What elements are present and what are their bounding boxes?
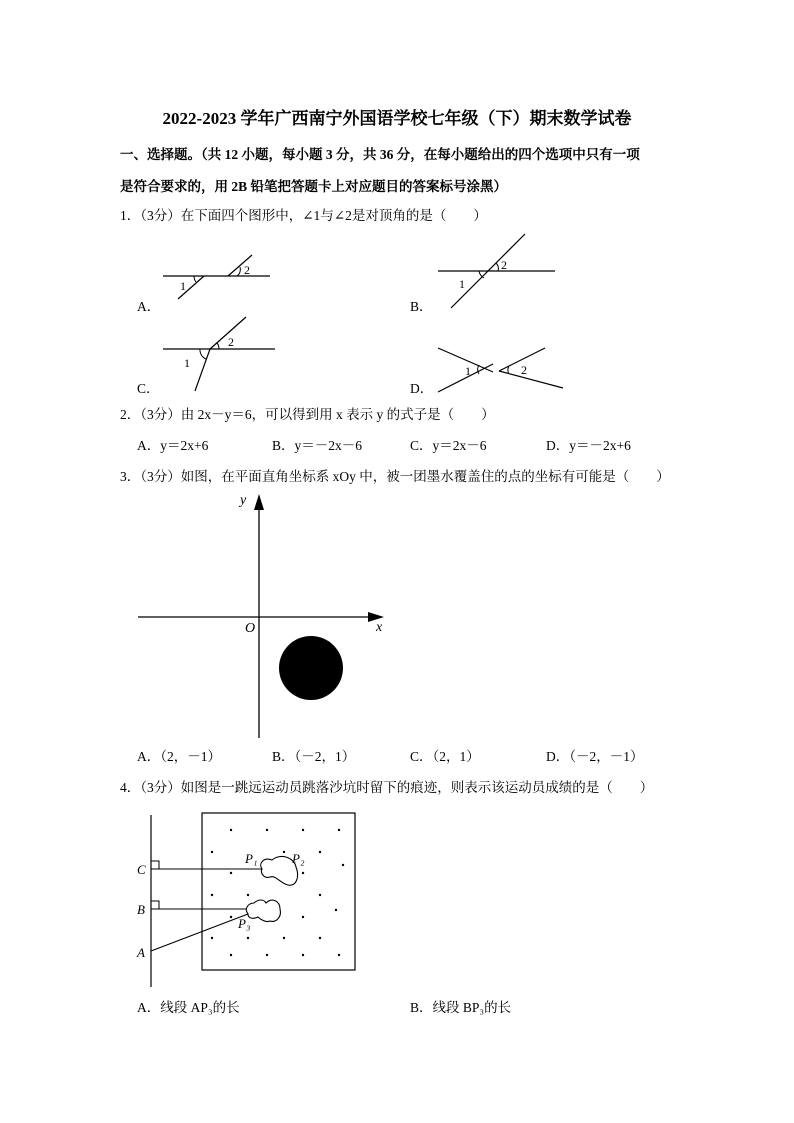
angle-2-label: 2	[228, 335, 234, 349]
q4-long-jump-figure	[130, 805, 370, 990]
q3-option-c[interactable]: C．（2，1）	[410, 749, 480, 764]
q2-option-c[interactable]: C．y＝2x－6	[410, 438, 487, 453]
q2-option-a[interactable]: A．y＝2x+6	[137, 438, 209, 453]
angle-1-label: 1	[180, 279, 186, 293]
y-axis-arrow-icon	[254, 494, 264, 510]
angle-1-label: 1	[459, 277, 465, 291]
q4-option-a[interactable]: A．线段 AP₃的长	[137, 1000, 240, 1015]
point-p2-label: P₂	[292, 851, 305, 866]
question-4-stem: 4．（3分）如图是一跳远运动员跳落沙坑时留下的痕迹，则表示该运动员成绩的是（ ）	[120, 780, 654, 795]
origin-label: O	[245, 621, 256, 636]
q3-option-b[interactable]: B．（－2，1）	[272, 749, 356, 764]
q1-option-d[interactable]: D．	[410, 381, 434, 396]
q2-option-d[interactable]: D．y＝－2x+6	[546, 438, 631, 453]
page-title: 2022-2023 学年广西南宁外国语学校七年级（下）期末数学试卷	[162, 109, 632, 128]
q1-option-a[interactable]: A．	[137, 299, 161, 314]
point-a-label: A	[137, 945, 145, 960]
y-axis-label: y	[240, 493, 247, 508]
q1-option-b[interactable]: B．	[410, 299, 433, 314]
point-c-label: C	[137, 862, 146, 877]
angle-1-label: 1	[184, 356, 190, 370]
q1-figure-a	[160, 255, 280, 305]
section-heading-line2: 是符合要求的，用 2B 铅笔把答题卡上对应题目的答案标号涂黑）	[120, 179, 508, 194]
question-2-stem: 2．（3分）由 2x－y＝6，可以得到用 x 表示 y 的式子是（ ）	[120, 407, 495, 422]
point-p1-label: P₁	[245, 851, 258, 866]
q1-figure-c	[160, 315, 280, 393]
q3-coordinate-figure	[130, 488, 390, 740]
angle-2-label: 2	[521, 363, 527, 377]
q3-option-a[interactable]: A．（2，－1）	[137, 749, 221, 764]
q4-option-b[interactable]: B．线段 BP₃的长	[410, 1000, 512, 1015]
section-heading-line1: 一、选择题。（共 12 小题，每小题 3 分，共 36 分，在每小题给出的四个选项中只有一项	[120, 147, 640, 162]
q1-option-c[interactable]: C．	[137, 381, 160, 396]
angle-2-label: 2	[244, 263, 250, 277]
q2-option-b[interactable]: B．y＝－2x－6	[272, 438, 363, 453]
q1-figure-d	[435, 344, 565, 394]
angle-2-label: 2	[501, 258, 507, 272]
point-p3-label: P₃	[238, 916, 251, 931]
q3-option-d[interactable]: D．（－2，－1）	[546, 749, 644, 764]
point-b-label: B	[137, 902, 145, 917]
footprint-lower	[246, 900, 280, 922]
x-axis-label: x	[376, 620, 383, 635]
ink-blot	[279, 636, 343, 700]
question-3-stem: 3．（3分）如图，在平面直角坐标系 xOy 中，被一团墨水覆盖住的点的坐标有可能是（ ）	[120, 469, 670, 484]
sand-pit	[202, 813, 355, 970]
question-1-stem: 1．（3分）在下面四个图形中，∠1与∠2是对顶角的是（ ）	[120, 208, 487, 223]
angle-1-label: 1	[465, 364, 471, 378]
q1-figure-b	[435, 232, 560, 310]
